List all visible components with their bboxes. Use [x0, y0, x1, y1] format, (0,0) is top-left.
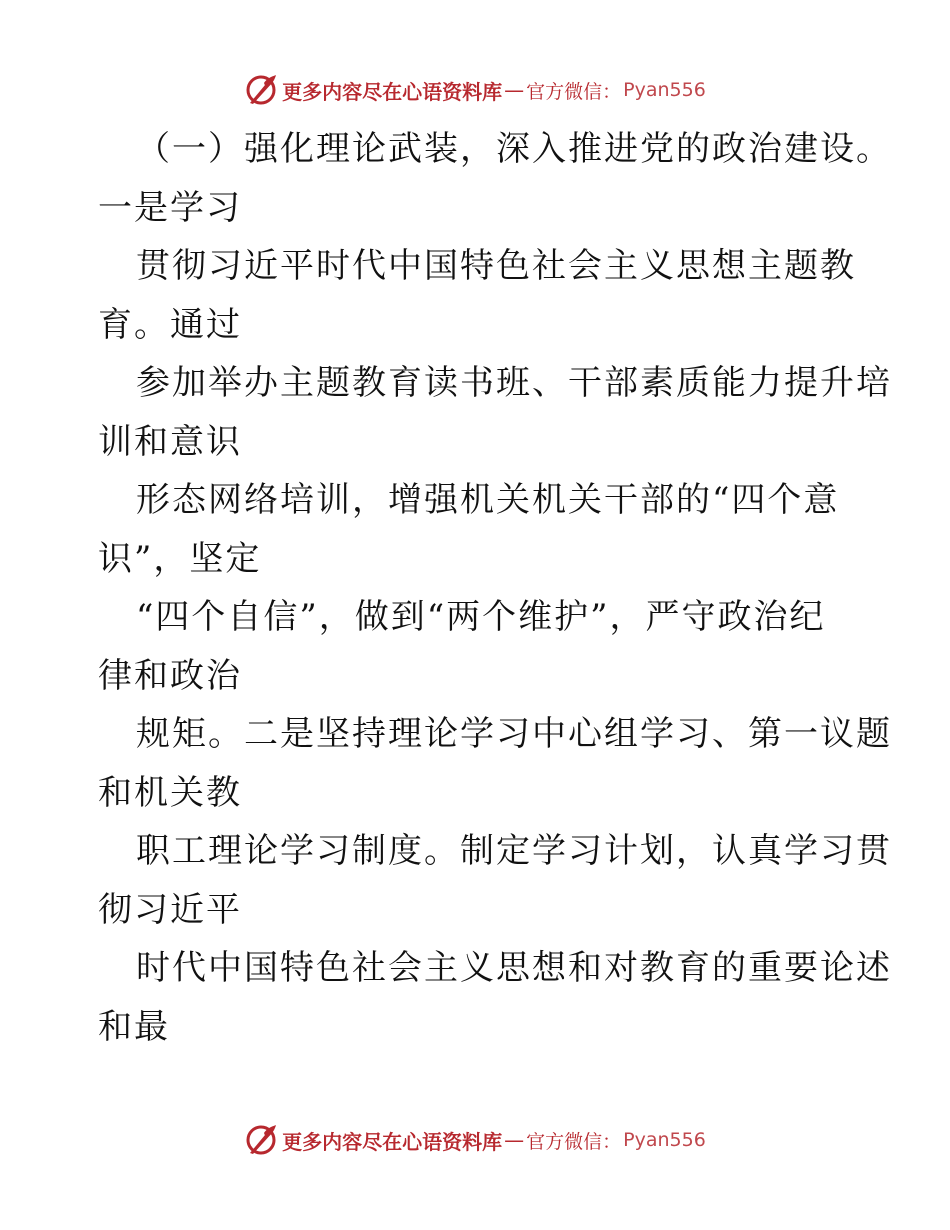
text-line: 育。通过	[98, 304, 242, 345]
quill-logo-icon	[244, 73, 278, 107]
text-line: 律和政治	[98, 655, 242, 696]
text-line: 职工理论学习制度。制定学习计划，认真学习贯	[136, 831, 892, 871]
wechat-id: Pyan556	[623, 79, 706, 101]
text-line: 彻习近平	[98, 889, 242, 930]
text-line: 贯彻习近平时代中国特色社会主义思想主题教	[136, 246, 856, 286]
text-line: “四个自信”，做到“两个维护”，严守政治纪	[136, 597, 826, 637]
text-line: 和最	[98, 1006, 170, 1047]
wechat-id: Pyan556	[623, 1129, 706, 1151]
text-line: 时代中国特色社会主义思想和对教育的重要论述	[136, 948, 892, 988]
wechat-label: 官方微信：	[526, 80, 622, 103]
brand-name: 更多内容尽在心语资料库	[282, 79, 503, 104]
text-line: 训和意识	[98, 421, 242, 462]
wechat-label: 官方微信：	[526, 1130, 622, 1153]
banner-separator: —	[504, 1128, 525, 1152]
footer-banner	[0, 1120, 950, 1160]
document-body	[98, 120, 892, 1056]
text-line: 参加举办主题教育读书班、干部素质能力提升培	[136, 363, 892, 403]
header-banner	[0, 70, 950, 110]
brand-name: 更多内容尽在心语资料库	[282, 1129, 503, 1154]
text-line: 形态网络培训，增强机关机关干部的“四个意	[136, 480, 840, 520]
quill-logo-icon	[244, 1123, 278, 1157]
text-line: 规矩。二是坚持理论学习中心组学习、第一议题	[136, 714, 892, 754]
text-line: 和机关教	[98, 772, 242, 813]
banner-separator: —	[504, 78, 525, 102]
text-line: 识”，坚定	[98, 538, 262, 579]
text-line: （一）强化理论武装，深入推进党的政治建设。	[136, 129, 892, 169]
text-line: 一是学习	[98, 187, 242, 228]
